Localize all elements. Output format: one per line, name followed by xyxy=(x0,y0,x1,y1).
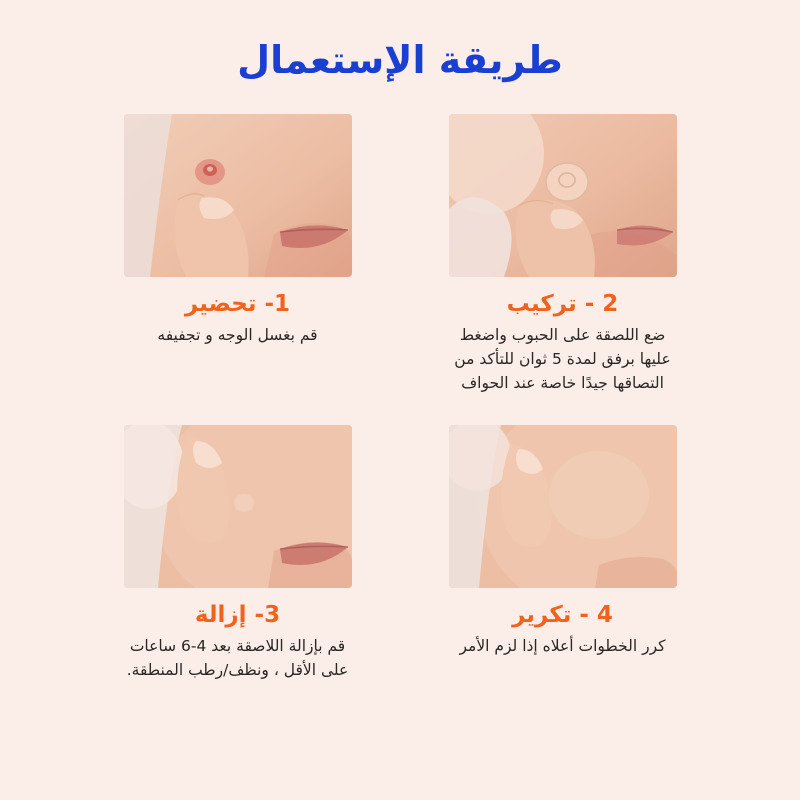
step-body-2: ضع اللصقة على الحبوب واضغط عليها برفق لمدة 5 ثوان للتأكد من التصاقها جيدًا خاصة عند الحواف xyxy=(454,325,671,392)
step-title-3: 3- إزالة xyxy=(194,601,281,628)
removing-patch-from-cheek-photo xyxy=(124,425,352,588)
step-card-2 xyxy=(415,114,710,395)
step-body-3: قم بإزالة اللاصقة بعد 4-6 ساعات على الأقل ، ونظف/رطب المنطقة. xyxy=(126,636,349,679)
step-title-1: 1- تحضير xyxy=(184,290,291,317)
step-body-4: كرر الخطوات أعلاه إذا لزم الأمر xyxy=(459,636,666,655)
step-title-4: 4 - تكرير xyxy=(512,601,613,628)
step-body-1: قم بغسل الوجه و تجفيفه xyxy=(157,325,318,344)
step-title-2: 2 - تركيب xyxy=(506,290,619,317)
step-card-4 xyxy=(415,425,710,682)
finger-pointing-at-pimple-photo xyxy=(124,114,352,277)
page-title: طريقة الإستعمال xyxy=(237,38,563,82)
clear-cheek-after-treatment-photo xyxy=(449,425,677,588)
patch-applied-on-cheek-photo xyxy=(449,114,677,277)
step-card-1 xyxy=(90,114,385,395)
step-card-3 xyxy=(90,425,385,682)
steps-grid xyxy=(0,84,800,682)
